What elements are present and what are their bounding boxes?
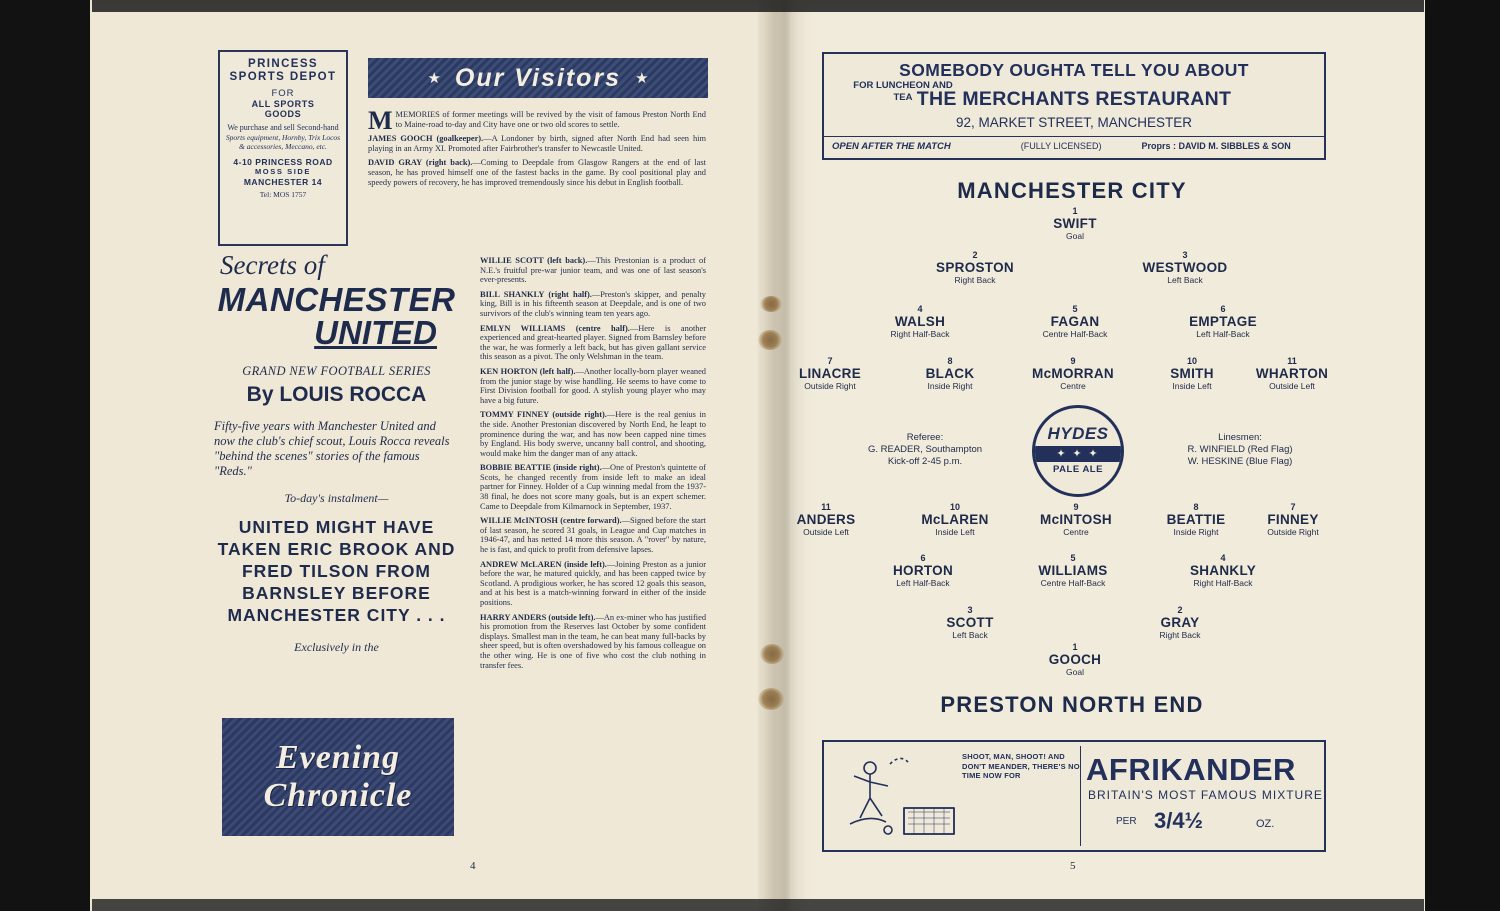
visitors-paragraph: EMLYN WILLIAMS (centre half).—Here is another experienced and great-hearted player. Signed from Barnsley before the war, he was formerly a left back, but has given gallant service this season as a pivot. The only Welshman in the team. [480, 323, 706, 362]
home-team-title: MANCHESTER CITY [957, 178, 1187, 203]
secrets-feature [214, 250, 459, 655]
player-position: Left Half-Back [1196, 329, 1250, 339]
visitors-paragraph: KEN HORTON (left half).—Another locally-born player weaned from the junior stage by wise handling. He seems to have come to First Division football for good. A stylish young player who may have a big future. [480, 366, 706, 405]
hydes-name: HYDES [1047, 423, 1109, 443]
ad-for: FOR [271, 88, 295, 99]
ad-goods: GOODS [264, 109, 302, 119]
player-position: Inside Right [927, 381, 973, 391]
afrikander-subtitle: BRITAIN'S MOST FAMOUS MIXTURE [1088, 788, 1323, 802]
restaurant-name: THE MERCHANTS RESTAURANT [916, 88, 1232, 110]
chronicle-line-2: Chronicle [263, 777, 413, 814]
feature-blurb: Fifty-five years with Manchester United and now the club's chief scout, Louis Rocca reveals "behind the scenes" stories of the famous "Reds." [214, 419, 450, 478]
kickoff-time: Kick-off 2-45 p.m. [887, 456, 963, 467]
bottom-shadow-strip [92, 899, 1424, 911]
player-preston-10 [900, 502, 1010, 537]
player-position: Inside Right [1173, 527, 1219, 537]
visitors-paragraph: WILLIE McINTOSH (centre forward).—Signed before the start of last season, he scored 31 goals, in League and Cup matches in 1946-47, and has netted 14 more this season. A "rover" by nature, he is fast, and quick to profit from defensive lapses. [480, 516, 706, 555]
player-number: 1 [1072, 642, 1078, 652]
left-page-number: 4 [470, 860, 476, 872]
player-name: WALSH [894, 314, 946, 329]
ad-vertical-divider [1080, 746, 1081, 846]
player-number: 8 [1193, 502, 1199, 512]
star-icon: ★ [427, 70, 441, 87]
hydes-band [1035, 446, 1121, 462]
player-preston-2 [1115, 605, 1245, 640]
player-name: BEATTIE [1166, 512, 1226, 527]
player-name: GRAY [1160, 615, 1200, 630]
player-number: 3 [1182, 250, 1188, 260]
banner-title: Our Visitors [454, 63, 622, 92]
afrikander-ad [822, 740, 1326, 852]
player-name: WHARTON [1255, 366, 1329, 381]
player-preston-1 [1005, 642, 1145, 677]
ad-items: Sports equipment, Hornby, Trix Locos & accessories, Meccano, etc. [225, 132, 341, 151]
player-name: HORTON [892, 563, 954, 578]
chronicle-line-1: Evening [275, 739, 401, 776]
player-preston-4 [1158, 553, 1288, 588]
visitors-paragraph: JAMES GOOCH (goalkeeper).—A Londoner by birth, signed after North End had seen him playing in an Army XI. Promoted after Fairbrother's transfer to Newcastle United. [368, 134, 706, 153]
player-position: Left Back [1167, 275, 1203, 285]
player-number: 2 [1177, 605, 1183, 615]
player-name: EMPTAGE [1189, 314, 1257, 329]
player-number: 6 [1220, 304, 1226, 314]
referee-label: Referee: [906, 432, 944, 443]
linesmen-block [1140, 432, 1340, 468]
player-number: 2 [972, 250, 978, 260]
player-number: 10 [1186, 356, 1197, 366]
paper-stain [760, 644, 784, 664]
restaurant-licensed: (FULLY LICENSED) [1020, 141, 1102, 151]
player-position: Inside Left [1172, 381, 1212, 391]
linesman-one: R. WINFIELD (Red Flag) [1187, 444, 1293, 455]
paper-stain [758, 688, 784, 710]
player-position: Right Back [954, 275, 996, 285]
hydes-subtitle: PALE ALE [1053, 463, 1103, 475]
player-city-11 [1238, 356, 1346, 391]
visitors-paragraph: ANDREW McLAREN (inside left).—Joining Preston as a junior before the war, he matured quickly, and has been capped twice by Scotland. A prodigious worker, he has scored 12 goals this season, and at his best is a match-winning forward in either of the inside positions. [480, 559, 706, 607]
restaurant-proprietors: Proprs : DAVID M. SIBBLES & SON [1141, 141, 1291, 151]
paper-stain [758, 330, 782, 350]
player-position: Outside Left [803, 527, 849, 537]
player-city-10 [1140, 356, 1244, 391]
player-name: SCOTT [946, 615, 994, 630]
ad-line-2: SPORTS DEPOT [229, 71, 337, 83]
player-number: 9 [1070, 356, 1076, 366]
ad-purchase-note: We purchase and sell Second-hand [227, 123, 339, 132]
footballer-illustration [830, 746, 960, 846]
princess-sports-depot-ad [218, 50, 348, 246]
book-spine [758, 0, 790, 911]
player-position: Goal [1066, 231, 1084, 241]
feature-series-label: GRAND NEW FOOTBALL SERIES [242, 364, 431, 378]
ad-address-2: MOSS SIDE [254, 166, 312, 176]
player-number: 11 [821, 502, 831, 512]
visitors-intro [368, 106, 706, 192]
player-position: Centre [1063, 527, 1089, 537]
player-city-5 [1010, 304, 1140, 339]
restaurant-footer [824, 137, 1324, 155]
feature-headline: UNITED MIGHT HAVE TAKEN ERIC BROOK AND FRED TILSON FROM BARNSLEY BEFORE MANCHESTER CITY . . . [217, 517, 456, 625]
player-position: Right Half-Back [890, 329, 950, 339]
restaurant-address: 92, MARKET STREET, MANCHESTER [955, 115, 1193, 130]
restaurant-left-note: FOR LUNCHEON AND TEA [853, 80, 953, 103]
player-name: WILLIAMS [1038, 563, 1108, 578]
player-city-1 [1005, 206, 1145, 241]
feature-today-label: To-day's instalment— [284, 491, 389, 505]
player-name: FINNEY [1267, 512, 1319, 527]
player-city-4 [855, 304, 985, 339]
player-number: 9 [1073, 502, 1079, 512]
player-number: 1 [1072, 206, 1078, 216]
player-number: 3 [967, 605, 973, 615]
player-number: 7 [1290, 502, 1296, 512]
linesmen-label: Linesmen: [1218, 432, 1262, 443]
player-name: McLAREN [921, 512, 989, 527]
player-position: Goal [1066, 667, 1084, 677]
afrikander-unit: OZ. [1256, 818, 1275, 830]
player-position: Right Half-Back [1193, 578, 1253, 588]
player-name: GOOCH [1048, 652, 1102, 667]
player-preston-9 [1018, 502, 1134, 537]
player-number: 4 [1220, 553, 1226, 563]
player-name: SPROSTON [936, 260, 1014, 275]
restaurant-open-note: OPEN AFTER THE MATCH [832, 140, 951, 152]
player-position: Outside Right [804, 381, 856, 391]
player-position: Left Back [952, 630, 988, 640]
player-preston-3 [905, 605, 1035, 640]
player-name: SWIFT [1053, 216, 1097, 231]
ad-address-3: MANCHESTER 14 [243, 176, 323, 187]
player-city-3 [1110, 250, 1260, 285]
player-preston-5 [1008, 553, 1138, 588]
visitors-paragraph: MMEMORIES of former meetings will be revived by the visit of famous Preston North End to Maine-road to-day and City have one or two old scores to settle. [368, 106, 706, 135]
visitors-paragraph: WILLIE SCOTT (left back).—This Prestonian is a product of N.E.'s fruitful pre-war junior team, and was one of last season's ever-presents. [480, 256, 706, 285]
right-dark-edge [1424, 0, 1500, 911]
player-position: Centre [1060, 381, 1086, 391]
feature-line-2: MANCHESTER [217, 281, 456, 318]
right-page-number: 5 [1070, 860, 1076, 872]
hydes-band-symbols: ✦ ✦ ✦ [1056, 448, 1100, 460]
away-team-title: PRESTON NORTH END [940, 692, 1204, 717]
visitors-paragraph: DAVID GRAY (right back).—Coming to Deepdale from Glasgow Rangers at the end of last season, he has proved himself one of the fastest backs in the game. By cool positional play and speedy powers of recovery, he has improved tremendously since his debut in English football. [368, 158, 706, 187]
player-name: FAGAN [1050, 314, 1100, 329]
referee-name: G. READER, Southampton [867, 444, 983, 455]
player-number: 10 [949, 502, 960, 512]
drop-cap: M [368, 106, 393, 135]
player-city-8 [898, 356, 1002, 391]
player-preston-11 [772, 502, 880, 537]
player-name: McMORRAN [1032, 366, 1114, 381]
afrikander-price: 3/4½ [1154, 808, 1203, 833]
player-city-6 [1158, 304, 1288, 339]
restaurant-headline: SOMEBODY OUGHTA TELL YOU ABOUT [899, 60, 1249, 80]
paper-stain [760, 296, 782, 312]
evening-chronicle-ad [222, 718, 454, 836]
afrikander-brand: AFRIKANDER [1086, 752, 1296, 787]
linesman-two: W. HESKINE (Blue Flag) [1187, 456, 1293, 467]
merchants-restaurant-ad [822, 52, 1326, 160]
player-number: 7 [827, 356, 833, 366]
player-position: Right Back [1159, 630, 1201, 640]
player-number: 5 [1072, 304, 1078, 314]
player-position: Outside Right [1267, 527, 1319, 537]
player-position: Left Half-Back [896, 578, 950, 588]
ad-address-1: 4-10 PRINCESS ROAD [233, 156, 333, 167]
visitors-paragraph: BILL SHANKLY (right half).—Preston's skipper, and penalty king, Bill is in his fifteenth season at Deepdale, and is one of two survivors of the club's winning team ten years ago. [480, 289, 706, 318]
player-name: BLACK [925, 366, 975, 381]
feature-line-3: UNITED [314, 314, 437, 351]
player-number: 6 [920, 553, 926, 563]
player-position: Inside Left [935, 527, 975, 537]
visitors-column-right [480, 256, 706, 675]
ad-telephone: Tel: MOS 1757 [259, 189, 307, 199]
player-preston-6 [858, 553, 988, 588]
afrikander-slogan: SHOOT, MAN, SHOOT! AND DON'T MEANDER, THERE'S NO TIME NOW FOR [962, 752, 1080, 780]
player-number: 11 [1287, 356, 1297, 366]
hydes-pale-ale-badge [1032, 405, 1124, 497]
player-name: ANDERS [796, 512, 856, 527]
player-city-7 [778, 356, 882, 391]
referee-block [840, 432, 1010, 468]
player-position: Outside Left [1269, 381, 1315, 391]
player-position: Centre Half-Back [1042, 329, 1108, 339]
player-number: 8 [947, 356, 953, 366]
player-position: Centre Half-Back [1040, 578, 1106, 588]
top-shadow-strip [92, 0, 1424, 12]
visitors-paragraph: BOBBIE BEATTIE (inside right).—One of Preston's quintette of Scots, he changed recently from inside left to make an ideal partner for Finney. Holder of a Cup winning medal from the 1937-38 final, he does not score many goals, but is an expert schemer. Came to Deepdale from Kilmarnock in September, 1937. [480, 463, 706, 511]
player-city-2 [900, 250, 1050, 285]
ad-line-1: PRINCESS [248, 58, 318, 70]
player-name: SHANKLY [1189, 563, 1257, 578]
player-name: WESTWOOD [1142, 260, 1228, 275]
player-preston-7 [1238, 502, 1348, 537]
ad-all-sports: ALL SPORTS [251, 99, 315, 109]
player-number: 5 [1070, 553, 1076, 563]
star-icon: ★ [635, 70, 649, 87]
left-dark-edge [0, 0, 92, 911]
feature-exclusively: Exclusively in the [294, 640, 379, 654]
our-visitors-banner [368, 58, 708, 98]
feature-line-1: Secrets of [220, 250, 325, 280]
player-preston-8 [1142, 502, 1250, 537]
player-number: 4 [917, 304, 923, 314]
visitors-paragraph: TOMMY FINNEY (outside right).—Here is the real genius in the side. Another Prestonian discovered by North End, he leapt to prominence during the war, and has now been capped nine times by England. His body swerve, uncanny ball control, and shooting, would make him the danger man of any attack. [480, 410, 706, 458]
player-city-9 [1018, 356, 1128, 391]
feature-author: By LOUIS ROCCA [246, 383, 427, 406]
player-name: LINACRE [798, 366, 862, 381]
player-name: SMITH [1170, 366, 1214, 381]
player-name: McINTOSH [1040, 512, 1112, 527]
afrikander-per-label: PER [1116, 816, 1137, 827]
visitors-paragraph: HARRY ANDERS (outside left).—An ex-miner who has justified his promotion from the Reserves last October by some confident displays. Smallest man in the team, he can beat many full-backs by sheer speed, but is often overshadowed by his famous colleague on the other wing. He is one of five who cost the club nothing in transfer fees. [480, 612, 707, 670]
